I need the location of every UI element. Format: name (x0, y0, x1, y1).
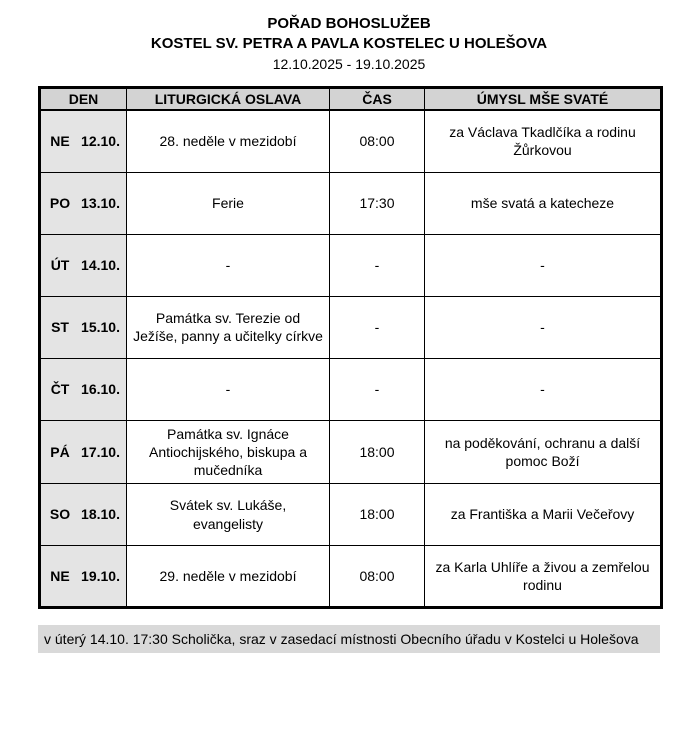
time-cell: 08:00 (330, 546, 425, 608)
schedule-table-header (40, 88, 662, 111)
day-cell (40, 296, 127, 358)
time-cell: - (330, 358, 425, 420)
day-date: 18.10. (81, 506, 120, 523)
table-row (40, 420, 662, 484)
day-date: 14.10. (81, 256, 120, 273)
day-cell (40, 420, 127, 484)
day-abbrev: NE (50, 567, 70, 584)
day-abbrev: PÁ (50, 443, 70, 460)
column-header-liturgicka-oslava: LITURGICKÁ OSLAVA (127, 88, 330, 111)
intention-cell: - (425, 234, 662, 296)
day-abbrev: PO (49, 194, 71, 211)
table-row (40, 296, 662, 358)
feast-cell: 28. neděle v mezidobí (127, 110, 330, 172)
time-cell: 08:00 (330, 110, 425, 172)
intention-cell: za Václava Tkadlčíka a rodinu Žůrkovou (425, 110, 662, 172)
time-cell: - (330, 296, 425, 358)
day-abbrev: SO (49, 506, 71, 523)
footer-note: v úterý 14.10. 17:30 Scholička, sraz v zasedací místnosti Obecního úřadu v Kostelci u Holešova (38, 625, 660, 653)
column-header-cas: ČAS (330, 88, 425, 111)
table-row (40, 172, 662, 234)
intention-cell: na poděkování, ochranu a další pomoc Boží (425, 420, 662, 484)
intention-cell: za Františka a Marii Večeřovy (425, 484, 662, 546)
table-row (40, 110, 662, 172)
table-row (40, 484, 662, 546)
day-date: 13.10. (81, 194, 120, 211)
time-cell: 18:00 (330, 484, 425, 546)
day-date: 17.10. (81, 443, 120, 460)
intention-cell: - (425, 296, 662, 358)
day-date: 15.10. (81, 318, 120, 335)
day-abbrev: ÚT (50, 256, 70, 273)
table-row (40, 358, 662, 420)
day-cell (40, 110, 127, 172)
document-title: POŘAD BOHOSLUŽEB (267, 15, 431, 32)
feast-cell: Ferie (127, 172, 330, 234)
day-abbrev: NE (50, 133, 70, 150)
time-cell: 17:30 (330, 172, 425, 234)
day-abbrev: ST (51, 318, 69, 335)
table-row (40, 546, 662, 608)
feast-cell: 29. neděle v mezidobí (127, 546, 330, 608)
day-date: 12.10. (81, 133, 120, 150)
feast-cell: Svátek sv. Lukáše, evangelisty (127, 484, 330, 546)
time-cell: - (330, 234, 425, 296)
column-header-den: DEN (40, 88, 127, 111)
church-name: KOSTEL SV. PETRA A PAVLA KOSTELEC U HOLEŠOVA (150, 35, 548, 52)
column-header-umysl: ÚMYSL MŠE SVATÉ (425, 88, 662, 111)
feast-cell: Památka sv. Ignáce Antiochijského, biskupa a mučedníka (127, 420, 330, 484)
table-row (40, 234, 662, 296)
schedule-table (38, 86, 663, 609)
day-cell (40, 234, 127, 296)
day-cell (40, 358, 127, 420)
intention-cell: - (425, 358, 662, 420)
feast-cell: Památka sv. Terezie od Ježíše, panny a učitelky církve (127, 296, 330, 358)
time-cell: 18:00 (330, 420, 425, 484)
feast-cell: - (127, 234, 330, 296)
day-cell (40, 172, 127, 234)
day-date: 16.10. (81, 380, 120, 397)
day-cell (40, 546, 127, 608)
day-date: 19.10. (81, 567, 120, 584)
intention-cell: mše svatá a katecheze (425, 172, 662, 234)
document-header (38, 14, 660, 74)
feast-cell: - (127, 358, 330, 420)
schedule-table-body (40, 110, 662, 608)
day-cell (40, 484, 127, 546)
header-row (40, 88, 662, 111)
date-range: 12.10.2025 - 19.10.2025 (272, 56, 426, 72)
day-abbrev: ČT (50, 380, 70, 397)
intention-cell: za Karla Uhlíře a živou a zemřelou rodinu (425, 546, 662, 608)
